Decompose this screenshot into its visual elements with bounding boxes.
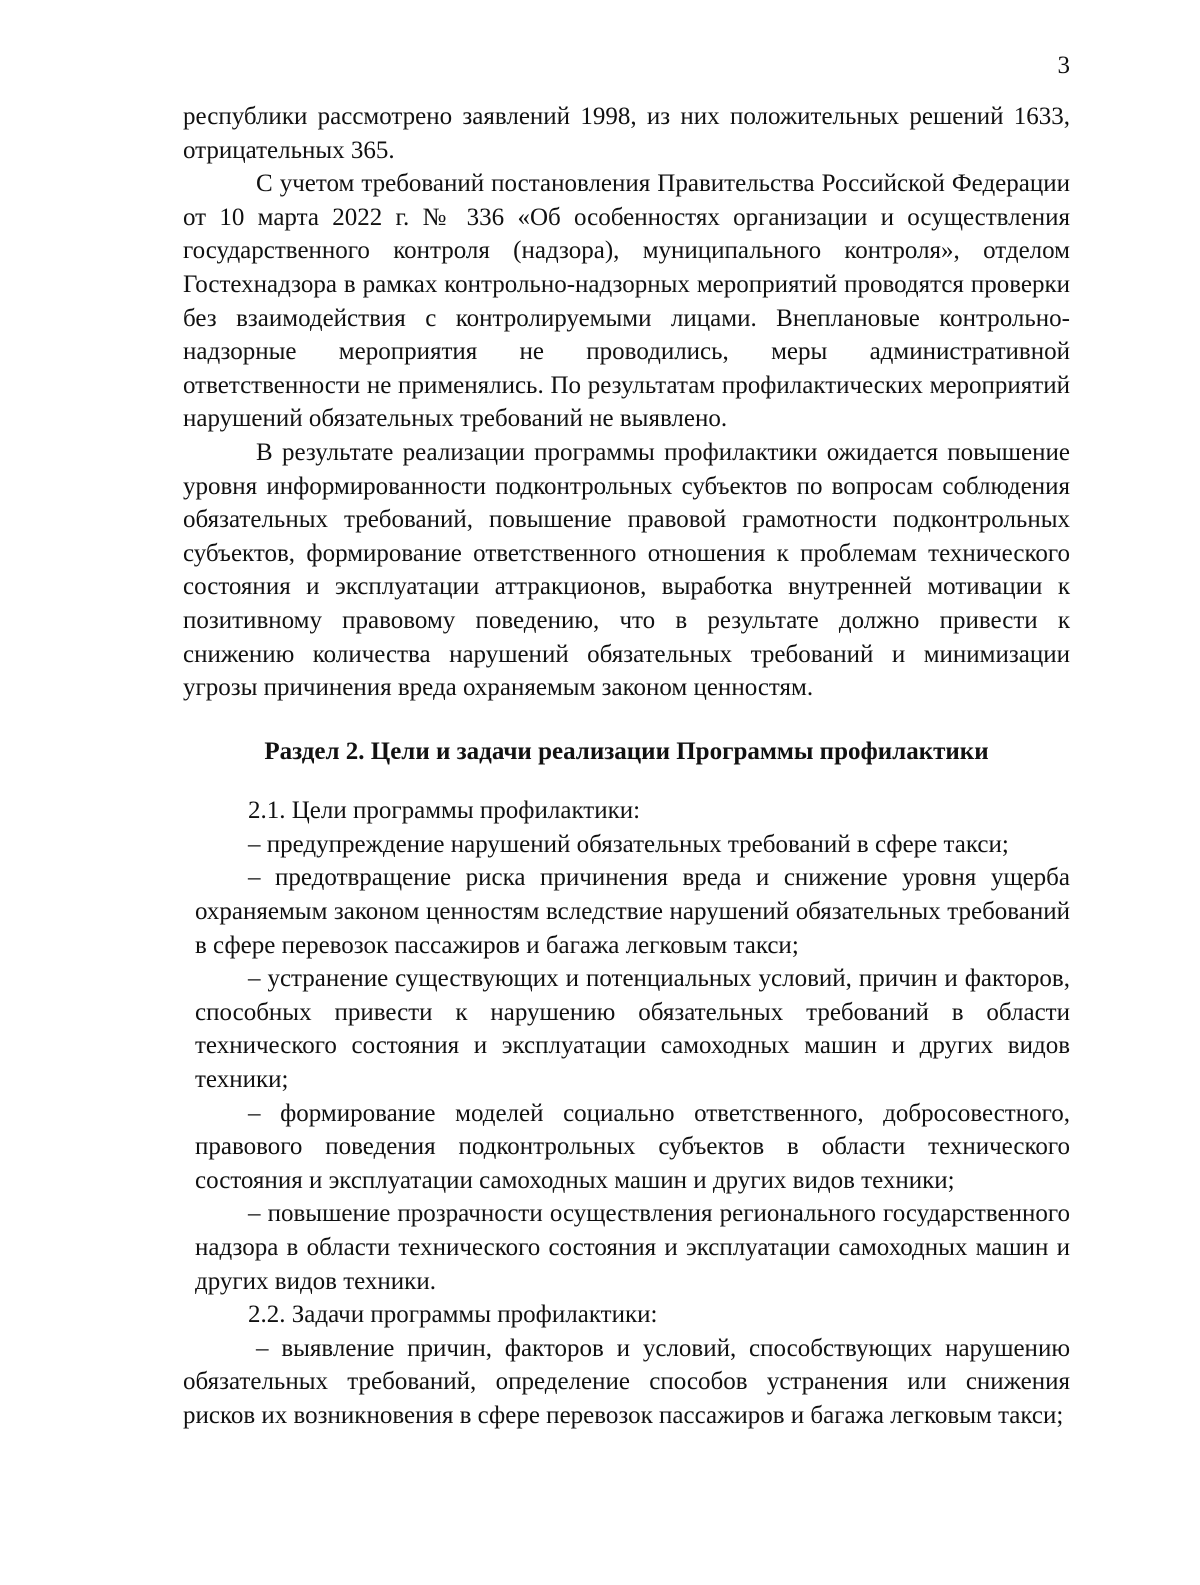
tasks-title: 2.2. Задачи программы профилактики: xyxy=(248,1301,658,1329)
goal-item: – устранение существующих и потенциальных условий, причин и факторов, способных привести к нарушению обязательных требований в области технического состояния и эксплуатации самоходных машин и других видов техники; xyxy=(195,965,1070,1094)
goal-item: – повышение прозрачности осуществления регионального государственного надзора в области технического состояния и эксплуатации самоходных машин и других видов техники. xyxy=(195,1200,1070,1295)
goal-item: – формирование моделей социально ответственного, добросовестного, правового поведения подконтрольных субъектов в области технического состояния и эксплуатации самоходных машин и других видов техники; xyxy=(195,1099,1070,1194)
goal-item: – предотвращение риска причинения вреда и снижение уровня ущерба охраняемым законом ценностям вследствие нарушений обязательных требований в сфере перевозок пассажиров и багажа легковым такси; xyxy=(195,864,1070,959)
intro-paragraph-1: республики рассмотрено заявлений 1998, из них положительных решений 1633, отрицательных 365. xyxy=(183,103,1070,164)
page-number: 3 xyxy=(1057,52,1070,79)
goals-title: 2.1. Цели программы профилактики: xyxy=(248,797,641,825)
goals-list xyxy=(183,794,1070,1298)
tasks-list xyxy=(183,1298,1070,1432)
goal-item: – предупреждение нарушений обязательных требований в сфере такси; xyxy=(248,830,1009,858)
document-body xyxy=(183,100,1070,1433)
task-item: – выявление причин, факторов и условий, способствующих нарушению обязательных требований, определение способов устранения или снижения рисков их возникновения в сфере перевозок пассажиров и багажа легковым такси; xyxy=(183,1334,1070,1429)
intro-paragraph-2: С учетом требований постановления Правительства Российской Федерации от 10 марта 2022 г. № 336 «Об особенностях организации и осуществления государственного контроля (надзора), муниципального контроля», отделом Гостехнадзора в рамках контрольно-надзорных мероприятий проводятся проверки без взаимодействия с контролируемыми лицами. Внеплановые контрольно-надзорные мероприятия не проводились, меры административной ответственности не применялись. По результатам профилактических мероприятий нарушений обязательных требований не выявлено. xyxy=(183,170,1070,433)
intro-paragraph-3: В результате реализации программы профилактики ожидается повышение уровня информированности подконтрольных субъектов по вопросам соблюдения обязательных требований, повышение правовой грамотности подконтрольных субъектов, формирование ответственного отношения к проблемам технического состояния и эксплуатации аттракционов, выработка внутренней мотивации к позитивному правовому поведению, что в результате должно привести к снижению количества нарушений обязательных требований и минимизации угрозы причинения вреда охраняемым законом ценностям. xyxy=(183,438,1070,702)
section-heading: Раздел 2. Цели и задачи реализации Программы профилактики xyxy=(264,737,989,765)
